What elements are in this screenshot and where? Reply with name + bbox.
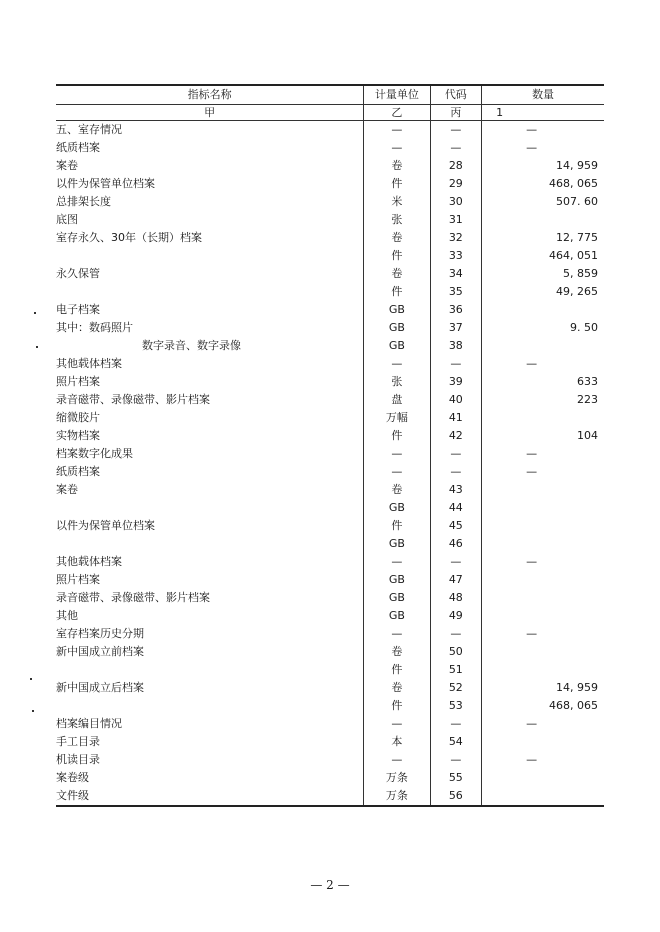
row-unit: 卷 (364, 229, 430, 247)
row-qty (482, 733, 604, 751)
row-qty (482, 787, 604, 806)
row-unit: 张 (364, 211, 430, 229)
row-name: 其中：数码照片 (56, 321, 133, 334)
page-number: — 2 — (310, 878, 350, 892)
table-row (56, 265, 604, 283)
row-qty: 468, 065 (482, 697, 604, 715)
row-code: — (430, 463, 482, 481)
row-unit: 件 (364, 517, 430, 535)
row-name: 底图 (56, 213, 78, 226)
row-code: 53 (430, 697, 482, 715)
row-code: 36 (430, 301, 482, 319)
row-qty (482, 607, 604, 625)
row-unit: — (364, 463, 430, 481)
row-code: 33 (430, 247, 482, 265)
row-qty: 507. 60 (482, 193, 604, 211)
table-row (56, 373, 604, 391)
row-code: 31 (430, 211, 482, 229)
table-row (56, 571, 604, 589)
subheader-code: 丙 (430, 105, 482, 121)
row-name: 手工目录 (56, 735, 100, 748)
row-unit: — (364, 355, 430, 373)
row-code: 44 (430, 499, 482, 517)
row-code: 38 (430, 337, 482, 355)
row-unit: GB (364, 499, 430, 517)
row-code: 45 (430, 517, 482, 535)
row-unit: — (364, 751, 430, 769)
row-name (56, 535, 364, 553)
row-unit: GB (364, 607, 430, 625)
table-row (56, 463, 604, 481)
row-unit: 件 (364, 697, 430, 715)
row-unit: 件 (364, 175, 430, 193)
row-name: 照片档案 (56, 375, 100, 388)
row-unit: 万幅 (364, 409, 430, 427)
row-name: 文件级 (56, 787, 364, 806)
col-header-code: 代码 (430, 85, 482, 105)
row-qty (482, 499, 604, 517)
row-qty: — (482, 751, 604, 769)
row-code: 47 (430, 571, 482, 589)
row-unit: GB (364, 589, 430, 607)
row-qty (482, 535, 604, 553)
row-unit: 件 (364, 427, 430, 445)
table-row (56, 481, 604, 499)
table-body (56, 121, 604, 807)
row-code: 39 (430, 373, 482, 391)
row-unit: 米 (364, 193, 430, 211)
col-header-qty: 数量 (482, 85, 604, 105)
row-qty: 464, 051 (482, 247, 604, 265)
row-name: 数字录音、数字录像 (142, 339, 241, 352)
row-code: 40 (430, 391, 482, 409)
row-code: 52 (430, 679, 482, 697)
row-qty: 12, 775 (482, 229, 604, 247)
row-qty (482, 301, 604, 319)
row-code: 50 (430, 643, 482, 661)
table-row (56, 697, 604, 715)
row-name: 案卷 (56, 483, 78, 496)
table-row (56, 409, 604, 427)
row-unit: 万条 (364, 787, 430, 806)
row-name: 录音磁带、录像磁带、影片档案 (56, 393, 210, 406)
row-qty (482, 661, 604, 679)
row-unit: 卷 (364, 643, 430, 661)
row-name: 五、室存情况 (56, 123, 122, 136)
row-unit: 件 (364, 283, 430, 301)
row-qty: — (482, 355, 604, 373)
header-row (56, 85, 604, 105)
row-unit: GB (364, 535, 430, 553)
row-code: 28 (430, 157, 482, 175)
row-code: — (430, 625, 482, 643)
row-qty: — (482, 139, 604, 157)
row-name (56, 697, 364, 715)
row-unit: GB (364, 319, 430, 337)
row-unit: 件 (364, 247, 430, 265)
row-name (56, 247, 364, 265)
table-row (56, 445, 604, 463)
row-code: 56 (430, 787, 482, 806)
table-row (56, 499, 604, 517)
row-name (56, 661, 364, 679)
row-qty (482, 769, 604, 787)
table-row (56, 391, 604, 409)
table-row (56, 211, 604, 229)
row-code: 35 (430, 283, 482, 301)
table-row (56, 751, 604, 769)
row-unit: GB (364, 337, 430, 355)
row-qty: 633 (482, 373, 604, 391)
row-name: 总排架长度 (56, 195, 111, 208)
row-qty: — (482, 715, 604, 733)
table-row (56, 157, 604, 175)
row-code: 30 (430, 193, 482, 211)
row-qty (482, 481, 604, 499)
row-code: 48 (430, 589, 482, 607)
row-code: 34 (430, 265, 482, 283)
table-row (56, 319, 604, 337)
subheader-name: 甲 (56, 105, 364, 121)
row-unit: 卷 (364, 481, 430, 499)
row-name: 机读目录 (56, 753, 100, 766)
row-name: 案卷 (56, 159, 78, 172)
table-row (56, 121, 604, 140)
row-qty: 49, 265 (482, 283, 604, 301)
row-unit: — (364, 445, 430, 463)
row-qty (482, 589, 604, 607)
table-row (56, 625, 604, 643)
scan-speck (34, 312, 36, 314)
row-name: 室存档案历史分期 (56, 627, 144, 640)
row-unit: 盘 (364, 391, 430, 409)
table-row (56, 535, 604, 553)
row-unit: — (364, 715, 430, 733)
row-name: 电子档案 (56, 303, 100, 316)
row-name: 其他载体档案 (56, 357, 122, 370)
row-code: 41 (430, 409, 482, 427)
row-code: 46 (430, 535, 482, 553)
row-name: 室存永久、30年（长期）档案 (56, 231, 202, 244)
row-name: 实物档案 (56, 429, 100, 442)
row-unit: — (364, 553, 430, 571)
row-name: 档案编目情况 (56, 717, 122, 730)
row-code: — (430, 121, 482, 140)
scan-speck (32, 710, 34, 712)
row-qty: — (482, 625, 604, 643)
row-code: 54 (430, 733, 482, 751)
table-row (56, 175, 604, 193)
table-row (56, 787, 604, 806)
row-code: 37 (430, 319, 482, 337)
row-code: 49 (430, 607, 482, 625)
row-unit: 万条 (364, 769, 430, 787)
header-subrow (56, 105, 604, 121)
table-row (56, 355, 604, 373)
table-row (56, 769, 604, 787)
table-row (56, 301, 604, 319)
table-row (56, 229, 604, 247)
subheader-unit: 乙 (364, 105, 430, 121)
table-row (56, 193, 604, 211)
row-name: 以件为保管单位档案 (56, 177, 155, 190)
row-qty: — (482, 445, 604, 463)
table-row (56, 283, 604, 301)
row-code: 42 (430, 427, 482, 445)
row-code: — (430, 751, 482, 769)
table-row (56, 715, 604, 733)
row-qty: 9. 50 (482, 319, 604, 337)
table-header (56, 85, 604, 121)
row-name: 录音磁带、录像磁带、影片档案 (56, 591, 210, 604)
table-row (56, 661, 604, 679)
row-code: — (430, 553, 482, 571)
row-qty: 104 (482, 427, 604, 445)
row-unit: GB (364, 301, 430, 319)
row-code: 43 (430, 481, 482, 499)
row-name: 案卷级 (56, 771, 89, 784)
row-code: 55 (430, 769, 482, 787)
row-qty: 14, 959 (482, 157, 604, 175)
row-qty (482, 211, 604, 229)
row-name: 其他载体档案 (56, 555, 122, 568)
row-unit: GB (364, 571, 430, 589)
row-name: 新中国成立后档案 (56, 681, 144, 694)
row-qty: — (482, 463, 604, 481)
row-unit: 张 (364, 373, 430, 391)
archive-statistics-table (56, 84, 604, 807)
row-unit: 件 (364, 661, 430, 679)
row-code: — (430, 445, 482, 463)
scan-speck (30, 678, 32, 680)
row-name (56, 283, 364, 301)
row-name (56, 499, 364, 517)
row-code: 32 (430, 229, 482, 247)
row-name: 档案数字化成果 (56, 447, 133, 460)
row-unit: 卷 (364, 265, 430, 283)
row-unit: — (364, 121, 430, 140)
row-unit: — (364, 139, 430, 157)
row-code: — (430, 715, 482, 733)
row-qty (482, 409, 604, 427)
row-code: — (430, 355, 482, 373)
row-qty (482, 337, 604, 355)
row-unit: 卷 (364, 157, 430, 175)
row-unit: 卷 (364, 679, 430, 697)
table-row (56, 589, 604, 607)
table-row (56, 679, 604, 697)
row-qty: — (482, 553, 604, 571)
row-qty (482, 517, 604, 535)
row-name: 纸质档案 (56, 141, 100, 154)
table-row (56, 247, 604, 265)
table-row (56, 553, 604, 571)
table-row (56, 733, 604, 751)
table-row (56, 139, 604, 157)
table-row (56, 427, 604, 445)
col-header-name: 指标名称 (56, 85, 364, 105)
row-qty (482, 571, 604, 589)
col-header-unit: 计量单位 (364, 85, 430, 105)
row-code: — (430, 139, 482, 157)
subheader-qty: 1 (482, 105, 604, 121)
table-row (56, 607, 604, 625)
row-qty (482, 643, 604, 661)
row-name: 缩微胶片 (56, 411, 100, 424)
row-name: 以件为保管单位档案 (56, 519, 155, 532)
row-qty: 223 (482, 391, 604, 409)
row-code: 51 (430, 661, 482, 679)
row-name: 照片档案 (56, 573, 100, 586)
table-row (56, 337, 604, 355)
scan-speck (36, 346, 38, 348)
row-name: 永久保管 (56, 267, 100, 280)
row-qty: 14, 959 (482, 679, 604, 697)
row-qty: 468, 065 (482, 175, 604, 193)
row-unit: 本 (364, 733, 430, 751)
row-qty: — (482, 121, 604, 140)
row-unit: — (364, 625, 430, 643)
row-qty: 5, 859 (482, 265, 604, 283)
row-name: 新中国成立前档案 (56, 645, 144, 658)
row-name: 其他 (56, 609, 78, 622)
table-row (56, 643, 604, 661)
row-name: 纸质档案 (56, 465, 100, 478)
row-code: 29 (430, 175, 482, 193)
table-row (56, 517, 604, 535)
